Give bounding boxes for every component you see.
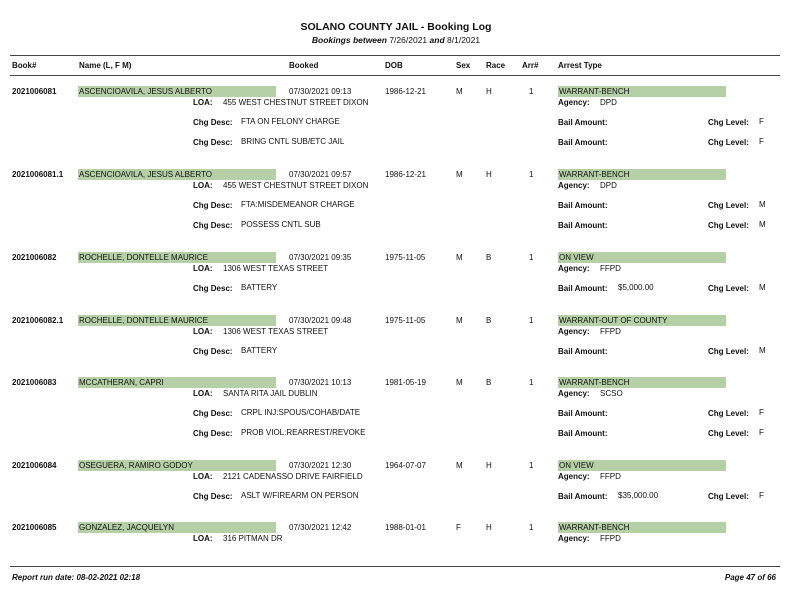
- report-run-date: Report run date: 08-02-2021 02:18: [12, 573, 141, 582]
- loa-value: 455 WEST CHESTNUT STREET DIXON: [223, 98, 369, 107]
- chg-level-value: F: [759, 117, 764, 126]
- col-name: Name (L, F M): [79, 61, 132, 70]
- agency-value: DPD: [600, 181, 617, 190]
- arrest-number: 1: [529, 170, 534, 179]
- chg-desc-value: PROB VIOL:REARREST/REVOKE: [241, 428, 366, 437]
- race: H: [486, 170, 492, 179]
- col-race: Race: [486, 61, 506, 70]
- book-number: 2021006082.1: [12, 316, 64, 325]
- agency-value: SCSO: [600, 389, 623, 398]
- sex: M: [456, 87, 463, 96]
- chg-level-value: M: [759, 200, 766, 209]
- loa-label: LOA:: [193, 98, 213, 107]
- chg-level-value: F: [759, 428, 764, 437]
- chg-desc-value: FTA:MISDEMEANOR CHARGE: [241, 200, 355, 209]
- arrest-type: ON VIEW: [558, 460, 726, 471]
- date-to: 8/1/2021: [447, 35, 481, 45]
- sex: M: [456, 170, 463, 179]
- arrest-number: 1: [529, 461, 534, 470]
- loa-label: LOA:: [193, 264, 213, 273]
- agency-label: Agency:: [558, 264, 590, 273]
- loa-value: 316 PITMAN DR: [223, 534, 283, 543]
- booked-datetime: 07/30/2021 09:35: [289, 253, 352, 262]
- chg-desc-label: Chg Desc:: [193, 221, 233, 230]
- agency-value: FFPD: [600, 327, 621, 336]
- booked-datetime: 07/30/2021 09:57: [289, 170, 352, 179]
- inmate-name: ROCHELLE, DONTELLE MAURICE: [78, 252, 276, 263]
- race: H: [486, 523, 492, 532]
- loa-label: LOA:: [193, 472, 213, 481]
- chg-level-value: M: [759, 283, 766, 292]
- page-number: Page 47 of 66: [724, 573, 776, 582]
- booked-datetime: 07/30/2021 09:48: [289, 316, 352, 325]
- sex: F: [456, 523, 461, 532]
- inmate-name: ASCENCIOAVILA, JESUS ALBERTO: [78, 169, 276, 180]
- arrest-type: ON VIEW: [558, 252, 726, 263]
- agency-label: Agency:: [558, 98, 590, 107]
- chg-desc-value: BATTERY: [241, 346, 278, 355]
- bail-amount-label: Bail Amount:: [558, 347, 608, 356]
- chg-level-label: Chg Level:: [708, 492, 749, 501]
- inmate-name: ASCENCIOAVILA, JESUS ALBERTO: [78, 86, 276, 97]
- loa-label: LOA:: [193, 181, 213, 190]
- sex: M: [456, 378, 463, 387]
- book-number: 2021006081.1: [12, 170, 64, 179]
- chg-level-label: Chg Level:: [708, 221, 749, 230]
- bail-amount-value: $35,000.00: [618, 491, 659, 500]
- sex: M: [456, 316, 463, 325]
- booked-datetime: 07/30/2021 10:13: [289, 378, 352, 387]
- chg-level-label: Chg Level:: [708, 429, 749, 438]
- race: H: [486, 461, 492, 470]
- inmate-name: MCCATHERAN, CAPRI: [78, 377, 276, 388]
- arrest-type: WARRANT-BENCH: [558, 169, 726, 180]
- book-number: 2021006081: [12, 87, 57, 96]
- dob: 1975-11-05: [385, 316, 426, 325]
- booked-datetime: 07/30/2021 12:30: [289, 461, 352, 470]
- dob: 1988-01-01: [385, 523, 426, 532]
- chg-level-value: M: [759, 346, 766, 355]
- agency-value: FFPD: [600, 534, 621, 543]
- chg-level-label: Chg Level:: [708, 138, 749, 147]
- race: B: [486, 316, 492, 325]
- chg-level-label: Chg Level:: [708, 347, 749, 356]
- agency-label: Agency:: [558, 327, 590, 336]
- race: H: [486, 87, 492, 96]
- arrest-number: 1: [529, 253, 534, 262]
- book-number: 2021006085: [12, 523, 57, 532]
- arrest-number: 1: [529, 523, 534, 532]
- loa-label: LOA:: [193, 389, 213, 398]
- col-booked: Booked: [289, 61, 319, 70]
- chg-level-label: Chg Level:: [708, 284, 749, 293]
- book-number: 2021006082: [12, 253, 57, 262]
- col-arr: Arr#: [522, 61, 539, 70]
- inmate-name: GONZALEZ, JACQUELYN: [78, 522, 276, 533]
- loa-value: 455 WEST CHESTNUT STREET DIXON: [223, 181, 369, 190]
- chg-desc-value: ASLT W/FIREARM ON PERSON: [241, 491, 359, 500]
- inmate-name: OSEGUERA, RAMIRO GODOY: [78, 460, 276, 471]
- inmate-name: ROCHELLE, DONTELLE MAURICE: [78, 315, 276, 326]
- sex: M: [456, 253, 463, 262]
- header-rule: [10, 75, 780, 76]
- booked-datetime: 07/30/2021 09:13: [289, 87, 352, 96]
- bail-amount-label: Bail Amount:: [558, 221, 608, 230]
- booked-datetime: 07/30/2021 12:42: [289, 523, 352, 532]
- bail-amount-label: Bail Amount:: [558, 429, 608, 438]
- chg-level-label: Chg Level:: [708, 409, 749, 418]
- col-dob: DOB: [385, 61, 403, 70]
- col-sex: Sex: [456, 61, 471, 70]
- loa-value: 1306 WEST TEXAS STREET: [223, 264, 329, 273]
- book-number: 2021006083: [12, 378, 57, 387]
- subtitle-prefix: Bookings between: [311, 35, 387, 45]
- col-book: Book#: [12, 61, 37, 70]
- date-from: 7/26/2021: [389, 35, 428, 45]
- chg-desc-label: Chg Desc:: [193, 284, 233, 293]
- agency-label: Agency:: [558, 181, 590, 190]
- chg-level-value: F: [759, 408, 764, 417]
- chg-desc-value: CRPL INJ:SPOUS/COHAB/DATE: [241, 408, 361, 417]
- chg-desc-label: Chg Desc:: [193, 201, 233, 210]
- dob: 1981-05-19: [385, 378, 426, 387]
- dob: 1986-12-21: [385, 170, 426, 179]
- report-subtitle: [0, 35, 792, 45]
- agency-label: Agency:: [558, 534, 590, 543]
- chg-level-value: F: [759, 491, 764, 500]
- arrest-type: WARRANT-BENCH: [558, 377, 726, 388]
- chg-desc-value: FTA ON FELONY CHARGE: [241, 117, 340, 126]
- chg-level-value: F: [759, 137, 764, 146]
- agency-label: Agency:: [558, 389, 590, 398]
- chg-desc-value: POSSESS CNTL SUB: [241, 220, 321, 229]
- chg-desc-value: BRING CNTL SUB/ETC JAIL: [241, 137, 345, 146]
- bail-amount-value: $5,000.00: [618, 283, 654, 292]
- arrest-number: 1: [529, 378, 534, 387]
- top-rule: [10, 55, 780, 56]
- arrest-type: WARRANT-BENCH: [558, 522, 726, 533]
- bail-amount-label: Bail Amount:: [558, 201, 608, 210]
- bail-amount-label: Bail Amount:: [558, 492, 608, 501]
- col-arrest-type: Arrest Type: [558, 61, 602, 70]
- bail-amount-label: Bail Amount:: [558, 409, 608, 418]
- chg-desc-label: Chg Desc:: [193, 347, 233, 356]
- sex: M: [456, 461, 463, 470]
- loa-value: SANTA RITA JAIL DUBLIN: [223, 389, 318, 398]
- dob: 1986-12-21: [385, 87, 426, 96]
- dob: 1964-07-07: [385, 461, 426, 470]
- agency-value: FFPD: [600, 472, 621, 481]
- loa-label: LOA:: [193, 327, 213, 336]
- bail-amount-label: Bail Amount:: [558, 138, 608, 147]
- chg-desc-label: Chg Desc:: [193, 138, 233, 147]
- chg-desc-label: Chg Desc:: [193, 429, 233, 438]
- agency-value: DPD: [600, 98, 617, 107]
- bail-amount-label: Bail Amount:: [558, 284, 608, 293]
- bail-amount-label: Bail Amount:: [558, 118, 608, 127]
- chg-desc-label: Chg Desc:: [193, 118, 233, 127]
- subtitle-and: and: [429, 35, 445, 45]
- arrest-type: WARRANT-OUT OF COUNTY: [558, 315, 726, 326]
- chg-level-label: Chg Level:: [708, 118, 749, 127]
- loa-value: 2121 CADENASSO DRIVE FAIRFIELD: [223, 472, 363, 481]
- chg-level-value: M: [759, 220, 766, 229]
- agency-value: FFPD: [600, 264, 621, 273]
- chg-level-label: Chg Level:: [708, 201, 749, 210]
- column-header-row: [0, 61, 792, 73]
- book-number: 2021006084: [12, 461, 57, 470]
- chg-desc-label: Chg Desc:: [193, 409, 233, 418]
- chg-desc-value: BATTERY: [241, 283, 278, 292]
- arrest-type: WARRANT-BENCH: [558, 86, 726, 97]
- chg-desc-label: Chg Desc:: [193, 492, 233, 501]
- race: B: [486, 378, 492, 387]
- race: B: [486, 253, 492, 262]
- arrest-number: 1: [529, 316, 534, 325]
- dob: 1975-11-05: [385, 253, 426, 262]
- loa-value: 1306 WEST TEXAS STREET: [223, 327, 329, 336]
- agency-label: Agency:: [558, 472, 590, 481]
- footer-rule: [10, 566, 780, 567]
- report-title: SOLANO COUNTY JAIL - Booking Log: [300, 21, 492, 33]
- arrest-number: 1: [529, 87, 534, 96]
- loa-label: LOA:: [193, 534, 213, 543]
